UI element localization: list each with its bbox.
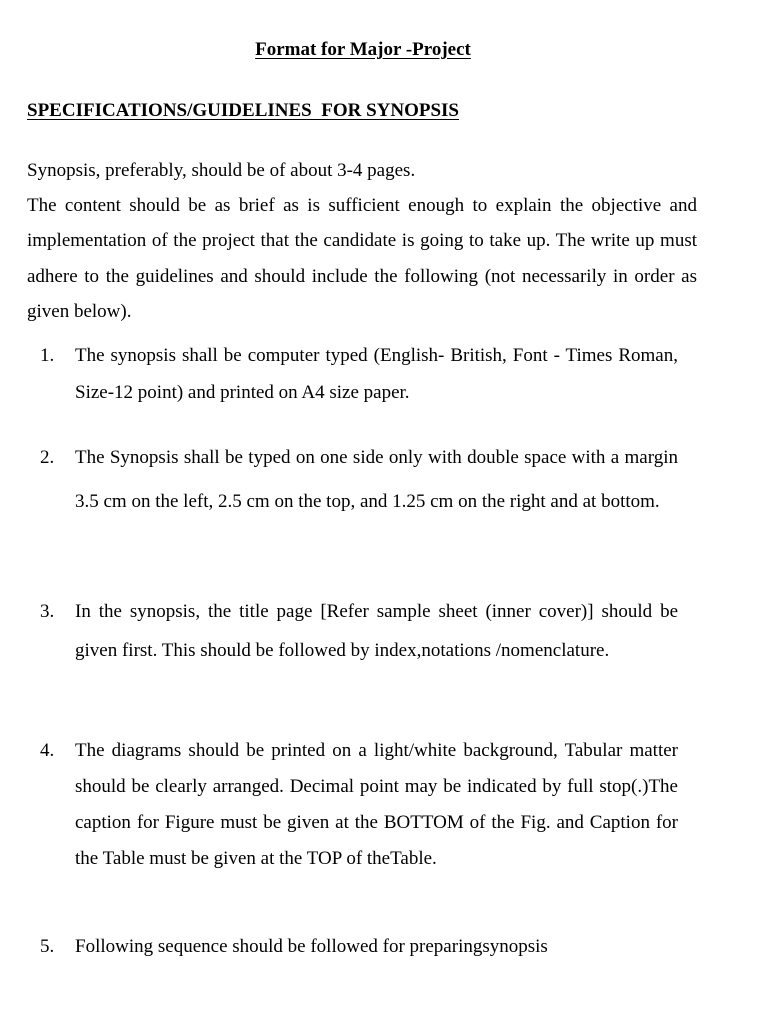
intro-paragraph (27, 153, 697, 329)
intro-line-page-count: Synopsis, preferably, should be of about 3-4 pages. (27, 160, 416, 181)
list-item (27, 436, 707, 524)
list-item-text: The synopsis shall be computer typed (English- British, Font - Times Roman, Size-12 point) and printed on A4 size paper. (75, 345, 678, 403)
document-title: Format for Major -Project (255, 39, 471, 60)
list-item-text: Following sequence should be followed for preparingsynopsis (75, 936, 548, 957)
intro-line-content: The content should be as brief as is sufficient enough to explain the objective and implementation of the project that the candidate is going to take up. The write up must adhere to the guidelines and should include the following (not necessarily in order as given below). (27, 195, 697, 322)
section-heading: SPECIFICATIONS/GUIDELINES FOR SYNOPSIS (27, 100, 459, 121)
list-item-text: The diagrams should be printed on a light/white background, Tabular matter should be clearly arranged. Decimal point may be indicated by full stop(.)The caption for Figure must be given at the BOTTOM of the Fig. and Caption for the Table must be given at the TOP of theTable. (75, 740, 678, 869)
list-item (27, 929, 707, 965)
list-item-text: The Synopsis shall be typed on one side only with double space with a margin 3.5 cm on the left, 2.5 cm on the top, and 1.25 cm on the right and at bottom. (75, 447, 678, 512)
list-item-number: 1. (40, 345, 55, 366)
list-item (27, 733, 707, 877)
list-item-number: 4. (40, 740, 55, 761)
list-item (27, 337, 707, 411)
list-item-number: 2. (40, 447, 55, 468)
list-item-text: In the synopsis, the title page [Refer sample sheet (inner cover)] should be given first. This should be followed by index,notations /nomenclature. (75, 601, 678, 661)
list-item-number: 5. (40, 936, 55, 957)
list-item (27, 592, 707, 670)
list-item-number: 3. (40, 601, 55, 622)
